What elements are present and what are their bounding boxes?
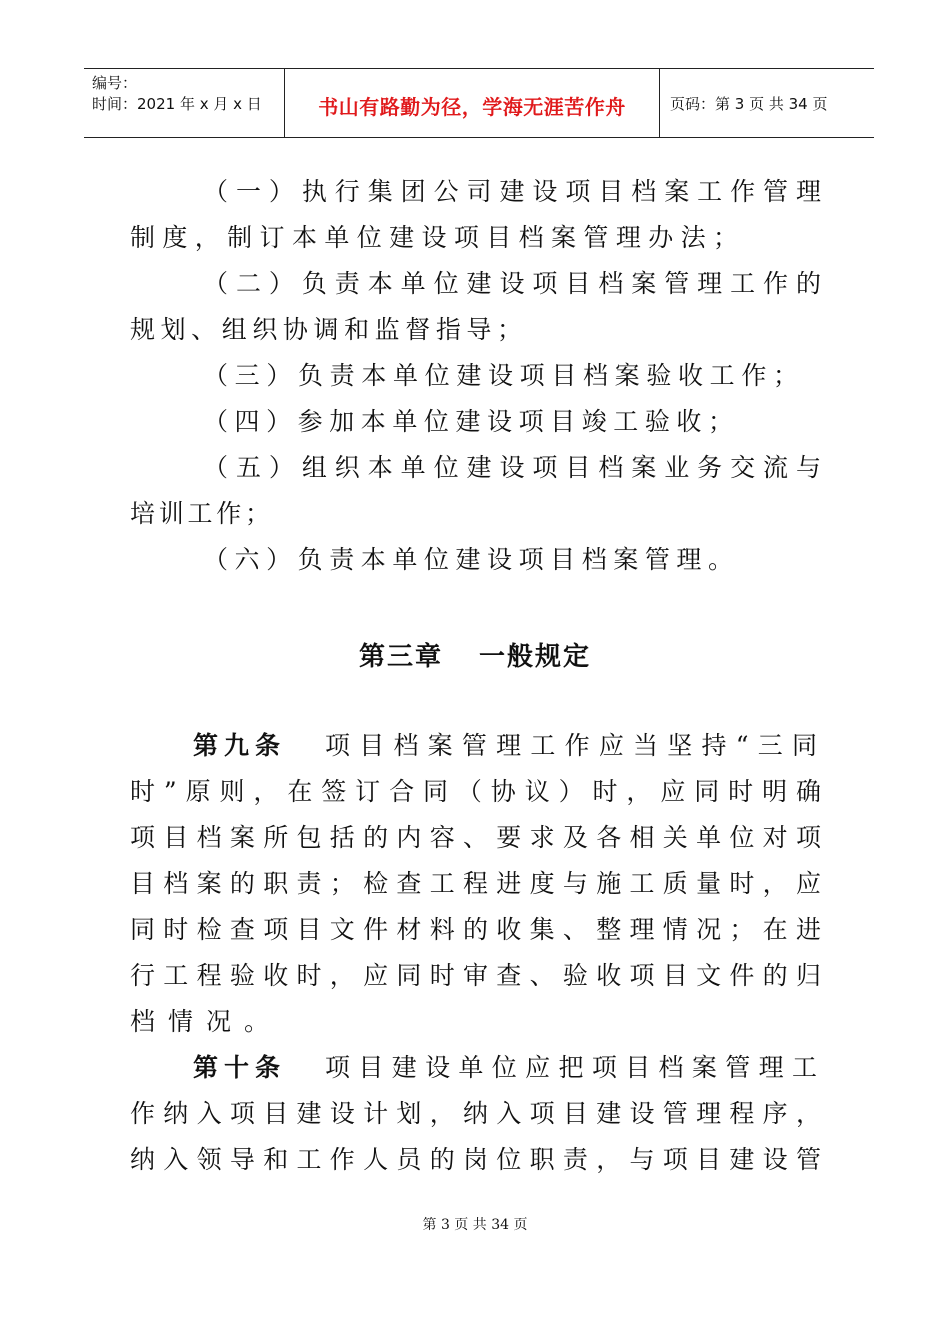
chapter-heading <box>0 636 950 673</box>
body-line: 培训工作； <box>130 499 270 528</box>
body-line: （五）组织本单位建设项目档案业务交流与 <box>203 453 821 482</box>
body-line: （四）参加本单位建设项目竣工验收； <box>203 407 733 436</box>
article-line: 作纳入项目建设计划，纳入项目建设管理程序， <box>130 1099 821 1128</box>
article-line: 纳入领导和工作人员的岗位职责，与项目建设管 <box>130 1145 821 1174</box>
article-label: 第十条 <box>193 1053 287 1082</box>
body-line: 规划、组织协调和监督指导； <box>130 315 522 344</box>
article-line: 行工程验收时，应同时审查、验收项目文件的归 <box>130 961 821 990</box>
article-line: 目档案的职责；检查工程进度与施工质量时，应 <box>130 869 821 898</box>
article-line: 项目档案所包括的内容、要求及各相关单位对项 <box>130 823 821 852</box>
body-line: （六）负责本单位建设项目档案管理。 <box>203 545 733 574</box>
article-line: 同时检查项目文件材料的收集、整理情况；在进 <box>130 915 821 944</box>
chapter-number: 第三章 <box>358 642 443 672</box>
doc-time-label: 时间：2021 年 x 月 x 日 <box>92 95 262 113</box>
article-line: 时”原则，在签订合同（协议）时，应同时明确 <box>130 777 821 806</box>
header-motto-cell <box>284 69 660 137</box>
article-text: 项目建设单位应把项目档案管理工 <box>325 1053 817 1082</box>
page-footer: 第 3 页 共 34 页 <box>422 1217 528 1233</box>
article-first-line <box>193 1052 821 1084</box>
body-line: 制度，制订本单位建设项目档案管理办法； <box>130 223 738 252</box>
article-label: 第九条 <box>193 731 287 760</box>
article-first-line <box>193 730 821 762</box>
body-line: （三）负责本单位建设项目档案验收工作； <box>203 361 798 390</box>
header-page-cell <box>660 69 874 137</box>
article-text: 项目档案管理工作应当坚持“三同 <box>325 731 817 760</box>
body-line: （一）执行集团公司建设项目档案工作管理 <box>203 177 821 206</box>
header-page-label: 页码：第 3 页 共 34 页 <box>670 95 828 113</box>
header-info-cell <box>84 69 284 137</box>
page-header <box>84 68 874 138</box>
article-line: 档情况。 <box>130 1007 283 1036</box>
header-motto: 书山有路勤为径，学海无涯苦作舟 <box>318 95 626 119</box>
chapter-title: 一般规定 <box>479 642 592 672</box>
body-line: （二）负责本单位建设项目档案管理工作的 <box>203 269 821 298</box>
doc-number-label: 编号： <box>92 74 138 92</box>
